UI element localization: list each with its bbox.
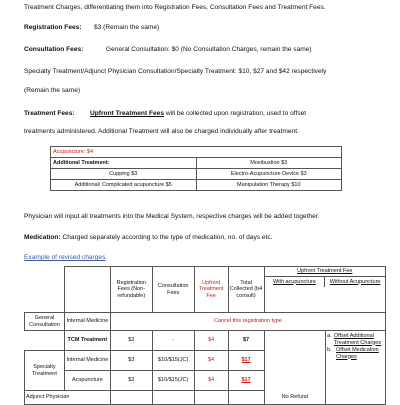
specialty-consultation-fee: $10/$15(JC) [152, 371, 194, 391]
registration-fees-header: Registration Fees (Non-refundable) [110, 267, 152, 313]
consultation-fees-header: Consultation Fees [152, 267, 194, 313]
no-refund-note: No Refund [264, 331, 326, 405]
consultation-fees-label: Consultation Fees: [24, 46, 84, 53]
without-acupuncture-offsets [326, 331, 386, 405]
total-collected-header: Total Collected (b4 consult) [228, 267, 264, 313]
tcm-registration-fee: $3 [110, 331, 152, 351]
cancel-registration-note: Cancel this registration type [110, 313, 385, 331]
treatment-fees-line [24, 110, 390, 118]
treatment-price-table [50, 146, 342, 191]
specialty-note: (Remain the same) [24, 87, 81, 94]
specialty-total: $17 [228, 351, 264, 371]
intro-line: Treatment Charges, differentiating them into Registration Fees, Consultation Fees and Treatment Fees. [24, 4, 326, 11]
registration-fees-value: $3 (Remain the same) [94, 24, 160, 31]
treatment-fees-label: Treatment Fees: [24, 110, 75, 117]
treatment-cell: Additional/ Complicated acupuncture $5 [51, 180, 197, 191]
with-acupuncture-header: With acupuncture [265, 277, 326, 288]
offset-marker: a. [327, 333, 332, 339]
upfront-treatment-fees-term: Upfront Treatment Fees [90, 110, 165, 117]
example-title: Example of revised charges [24, 254, 106, 261]
tcm-total: $7 [228, 331, 264, 351]
specialty-consultation-fee: $10/$15(JC) [152, 351, 194, 371]
treatment-fees-text: will be collected upon registration, used to offset [165, 110, 307, 117]
treatment-cell: Electro-Acupuncture Device $3 [196, 169, 342, 180]
medication-label: Medication: [24, 234, 61, 241]
specialty-upfront-fee: $4 [194, 351, 228, 371]
without-acupuncture-header: Without Acupuncture [329, 278, 381, 285]
consultation-fees-value: General Consultation: $0 (No Consultation Charges, remain the same) [106, 46, 312, 53]
general-internal-medicine: Internal Medicine [64, 313, 110, 331]
upfront-treatment-fee-header: Upfront Treatment Fee [194, 267, 228, 313]
offset-item: Offset Medication Charges [335, 347, 379, 360]
treatment-cell: Manipulation Therapy $10 [196, 180, 342, 191]
offset-item: Offset Additional Treatment Charges [333, 333, 382, 346]
specialty-registration-fee: $3 [110, 351, 152, 371]
treatment-cell: Moxibustion $3 [196, 158, 342, 169]
general-consultation-label: General Consultation [25, 313, 65, 331]
specialty-upfront-fee: $4 [194, 371, 228, 391]
upfront-group-header: Upfront Treatment Fee [265, 267, 386, 277]
consultation-fees-line [24, 46, 390, 54]
tcm-treatment-label: TCM Treatment [64, 331, 110, 351]
medication-line [24, 234, 390, 242]
treatment-cell: Cupping $3 [51, 169, 197, 180]
specialty-sub-label: Acupuncture [64, 371, 110, 391]
offset-marker: b. [327, 347, 332, 353]
registration-fees-line [24, 24, 390, 32]
registration-fees-label: Registration Fees: [24, 24, 82, 31]
tcm-upfront-fee: $4 [194, 331, 228, 351]
medication-text: Charged separately according to the type of medication, no. of days etc. [62, 234, 273, 241]
acupuncture-price: Acupuncture: $4 [51, 147, 342, 158]
treatment-fees-line-2: treatments administered. Additional Treatment will also be charged individually after treatment. [24, 128, 299, 135]
specialty-consultation-line: Specialty Treatment/Adjunct Physician Consultation/Specialty Treatment: $10, $27 and $42 respectively [24, 68, 327, 75]
specialty-treatment-label: Specialty Treatment [25, 351, 65, 391]
specialty-registration-fee: $3 [110, 371, 152, 391]
specialty-sub-label: Internal Medicine [64, 351, 110, 371]
physician-line: Physician will input all treatments into the Medical System, respective charges will be added together. [24, 213, 320, 220]
revised-charges-table [24, 266, 386, 405]
specialty-total: $17 [228, 371, 264, 391]
tcm-consultation-fee: - [152, 331, 194, 351]
additional-treatment-label: Additional Treatment: [51, 158, 197, 169]
adjunct-physician-row: Adjunct Physician [25, 391, 111, 405]
